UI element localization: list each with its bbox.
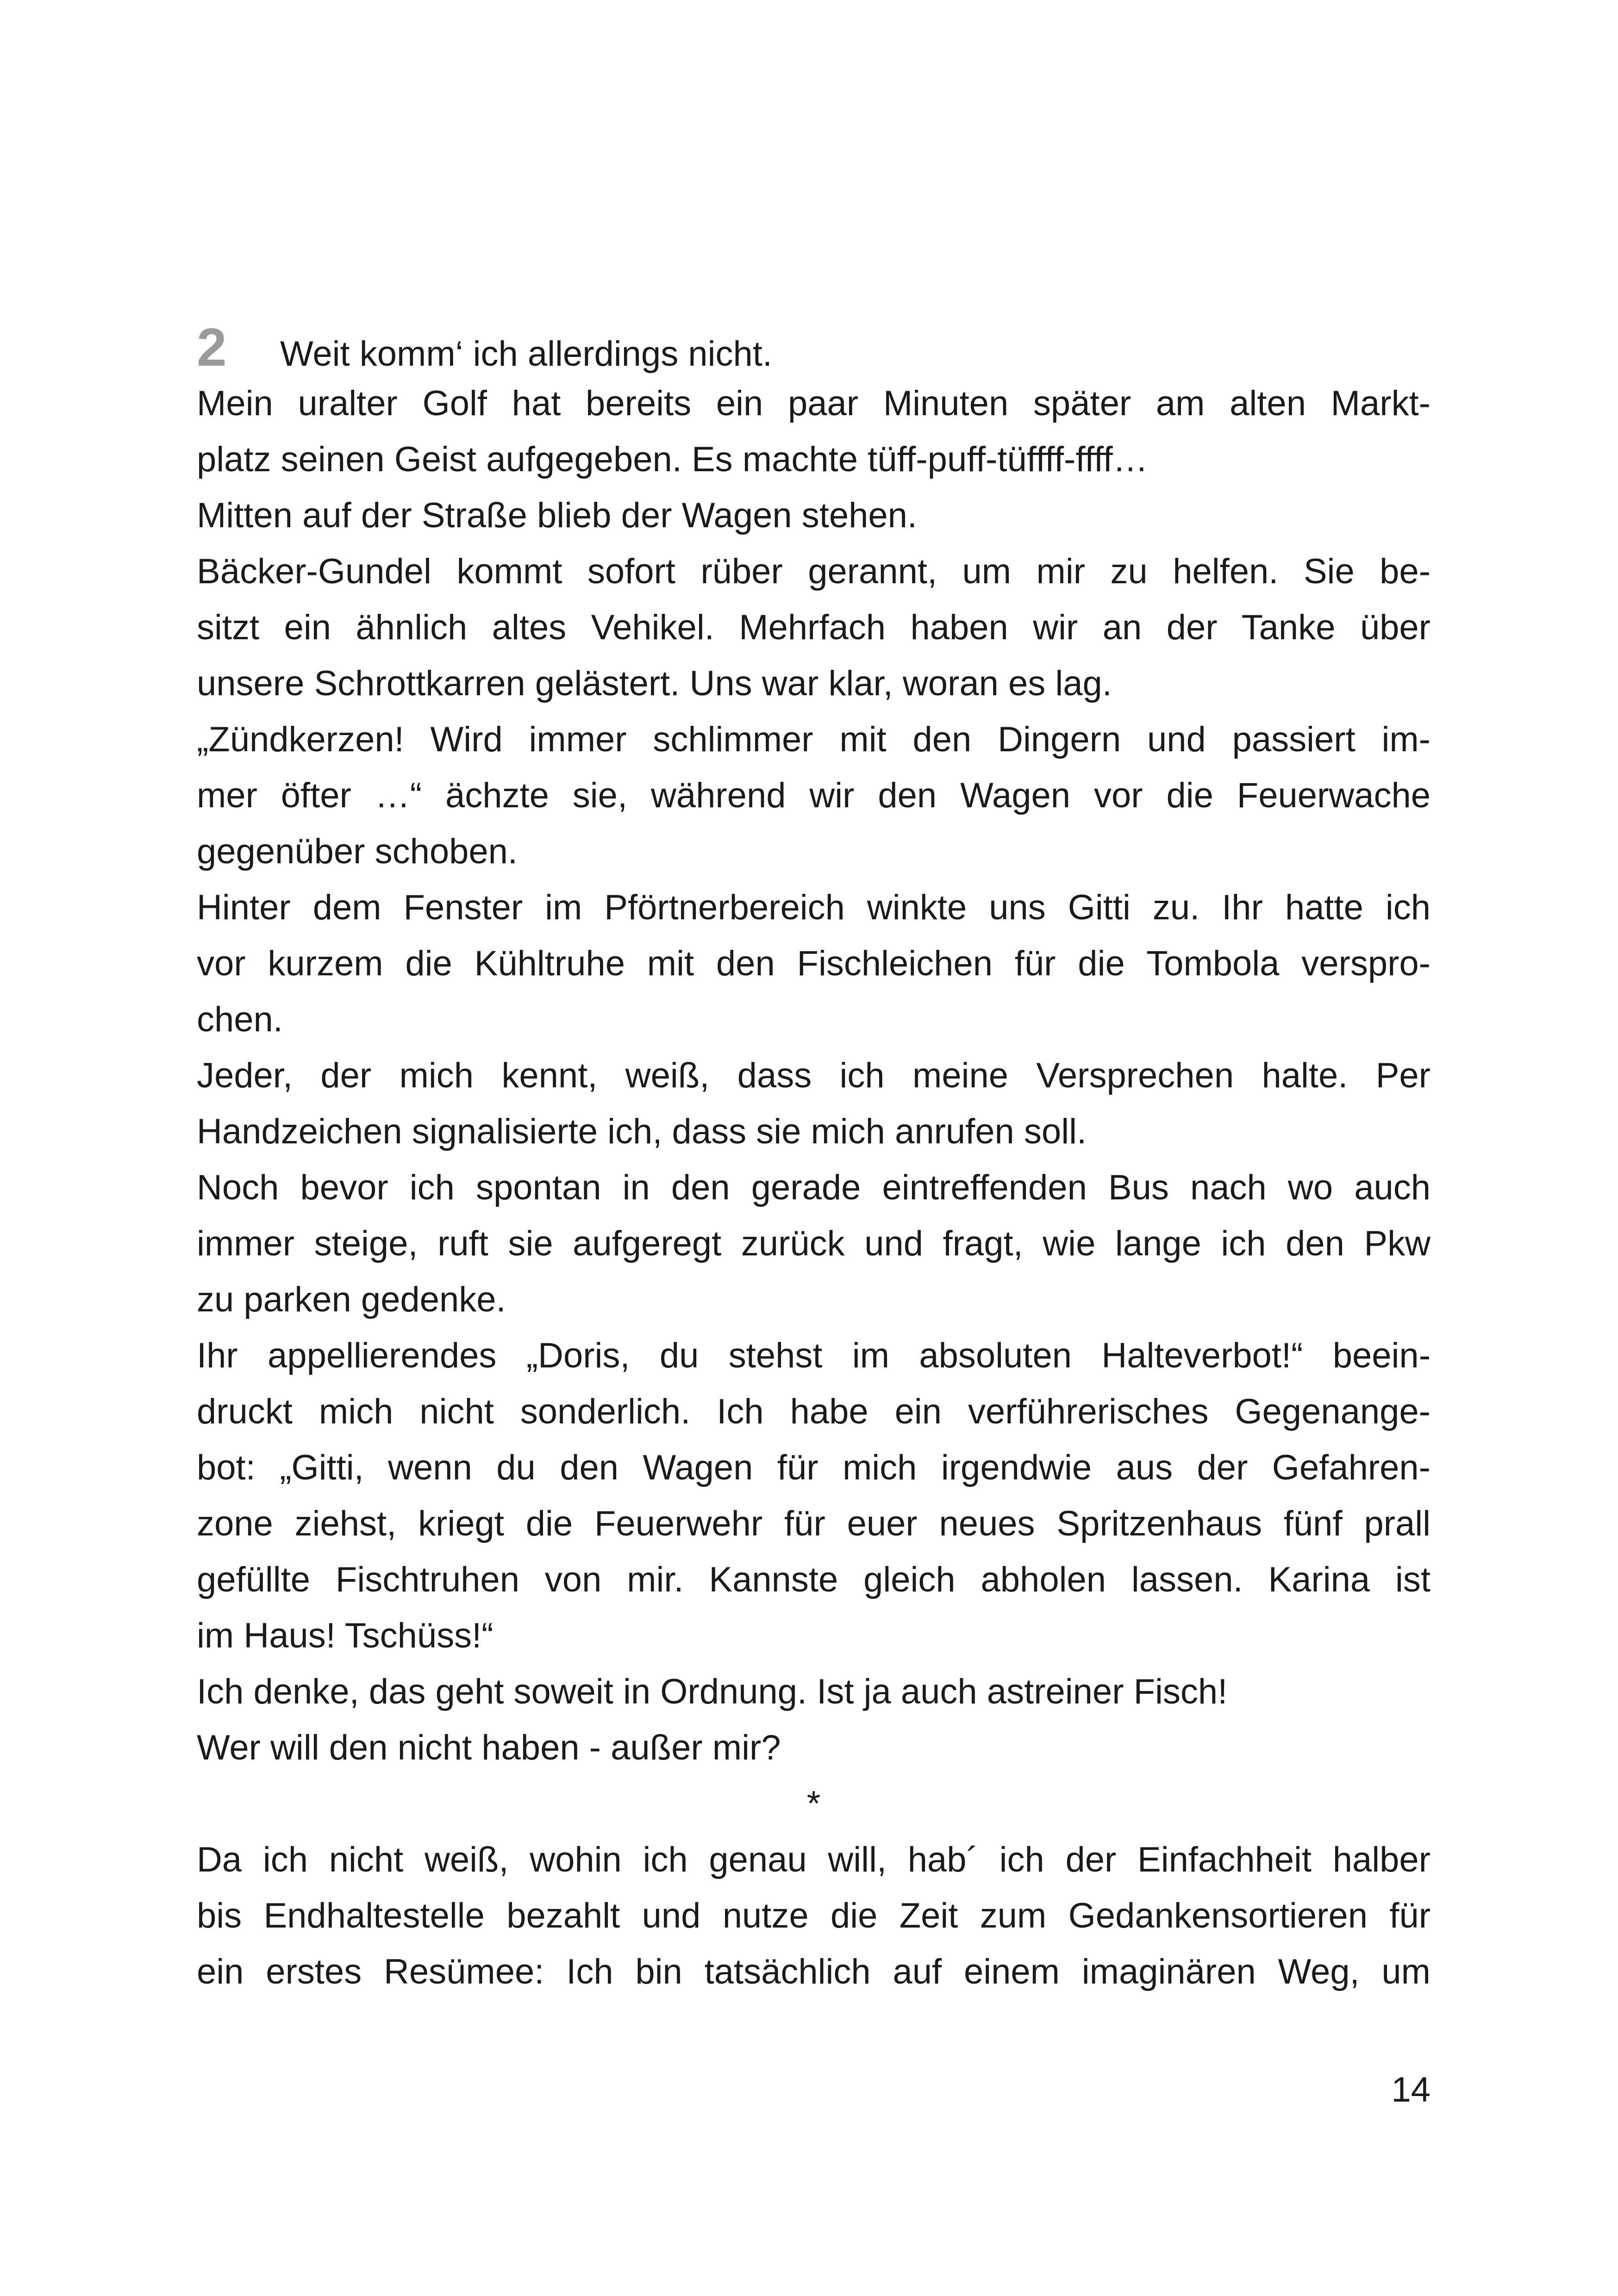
- text-line: Ihr appellierendes „Doris, du stehst im absoluten Halteverbot!“ beein-: [197, 1336, 1431, 1375]
- text-line: Mein uralter Golf hat bereits ein paar Minuten später am alten Markt-: [197, 384, 1431, 423]
- text-line: Handzeichen signalisierte ich, dass sie mich anrufen soll.: [197, 1112, 1087, 1151]
- text-line: ein erstes Resümee: Ich bin tatsächlich auf einem imaginären Weg, um: [197, 1952, 1431, 1991]
- text-line: Noch bevor ich spontan in den gerade eintreffenden Bus nach wo auch: [197, 1168, 1431, 1207]
- text-line: gefüllte Fischtruhen von mir. Kannste gleich abholen lassen. Karina ist: [197, 1560, 1431, 1599]
- paragraph-lines: [197, 375, 1431, 1776]
- text-line: Da ich nicht weiß, wohin ich genau will, hab´ ich der Einfachheit halber: [197, 1840, 1431, 1879]
- text-line: „Zündkerzen! Wird immer schlimmer mit den Dingern und passiert im-: [197, 720, 1431, 759]
- text-line: Jeder, der mich kennt, weiß, dass ich meine Versprechen halte. Per: [197, 1056, 1431, 1095]
- text-line: Mitten auf der Straße blieb der Wagen stehen.: [197, 496, 918, 535]
- text-line: bis Endhaltestelle bezahlt und nutze die Zeit zum Gedankensortieren für: [197, 1896, 1431, 1935]
- text-line: Ich denke, das geht soweit in Ordnung. Ist ja auch astreiner Fisch!: [197, 1672, 1228, 1711]
- page-number: 14: [1391, 2070, 1431, 2109]
- text-line: unsere Schrottkarren gelästert. Uns war klar, woran es lag.: [197, 664, 1112, 703]
- body-text: [197, 319, 1431, 2000]
- chapter-number: 2: [197, 319, 227, 375]
- text-line: zu parken gedenke.: [197, 1280, 506, 1319]
- chapter-first-line: Weit komm‘ ich allerdings nicht.: [280, 334, 772, 374]
- text-line: zone ziehst, kriegt die Feuerwehr für euer neues Spritzenhaus fünf prall: [197, 1504, 1431, 1543]
- text-line: sitzt ein ähnlich altes Vehikel. Mehrfach haben wir an der Tanke über: [197, 608, 1431, 647]
- text-line: chen.: [197, 1000, 283, 1039]
- text-line: gegenüber schoben.: [197, 832, 518, 871]
- text-line: druckt mich nicht sonderlich. Ich habe ein verführerisches Gegenange-: [197, 1392, 1431, 1431]
- text-line: vor kurzem die Kühltruhe mit den Fischleichen für die Tombola verspro-: [197, 944, 1431, 983]
- section-separator: *: [806, 1784, 821, 1823]
- text-line: platz seinen Geist aufgegeben. Es machte tüff-puff-tüffff-ffff…: [197, 440, 1148, 479]
- text-line: bot: „Gitti, wenn du den Wagen für mich irgendwie aus der Gefahren-: [197, 1448, 1431, 1487]
- text-line: Bäcker-Gundel kommt sofort rüber gerannt, um mir zu helfen. Sie be-: [197, 552, 1431, 591]
- paragraph-lines-after-separator: [197, 1832, 1431, 2000]
- chapter-opening-line: [197, 319, 1431, 375]
- text-line: mer öfter …“ ächzte sie, während wir den Wagen vor die Feuerwache: [197, 776, 1431, 815]
- text-line: Hinter dem Fenster im Pförtnerbereich winkte uns Gitti zu. Ihr hatte ich: [197, 888, 1431, 927]
- text-line: Wer will den nicht haben - außer mir?: [197, 1728, 781, 1767]
- text-line: immer steige, ruft sie aufgeregt zurück und fragt, wie lange ich den Pkw: [197, 1224, 1431, 1263]
- text-line: im Haus! Tschüss!“: [197, 1616, 494, 1655]
